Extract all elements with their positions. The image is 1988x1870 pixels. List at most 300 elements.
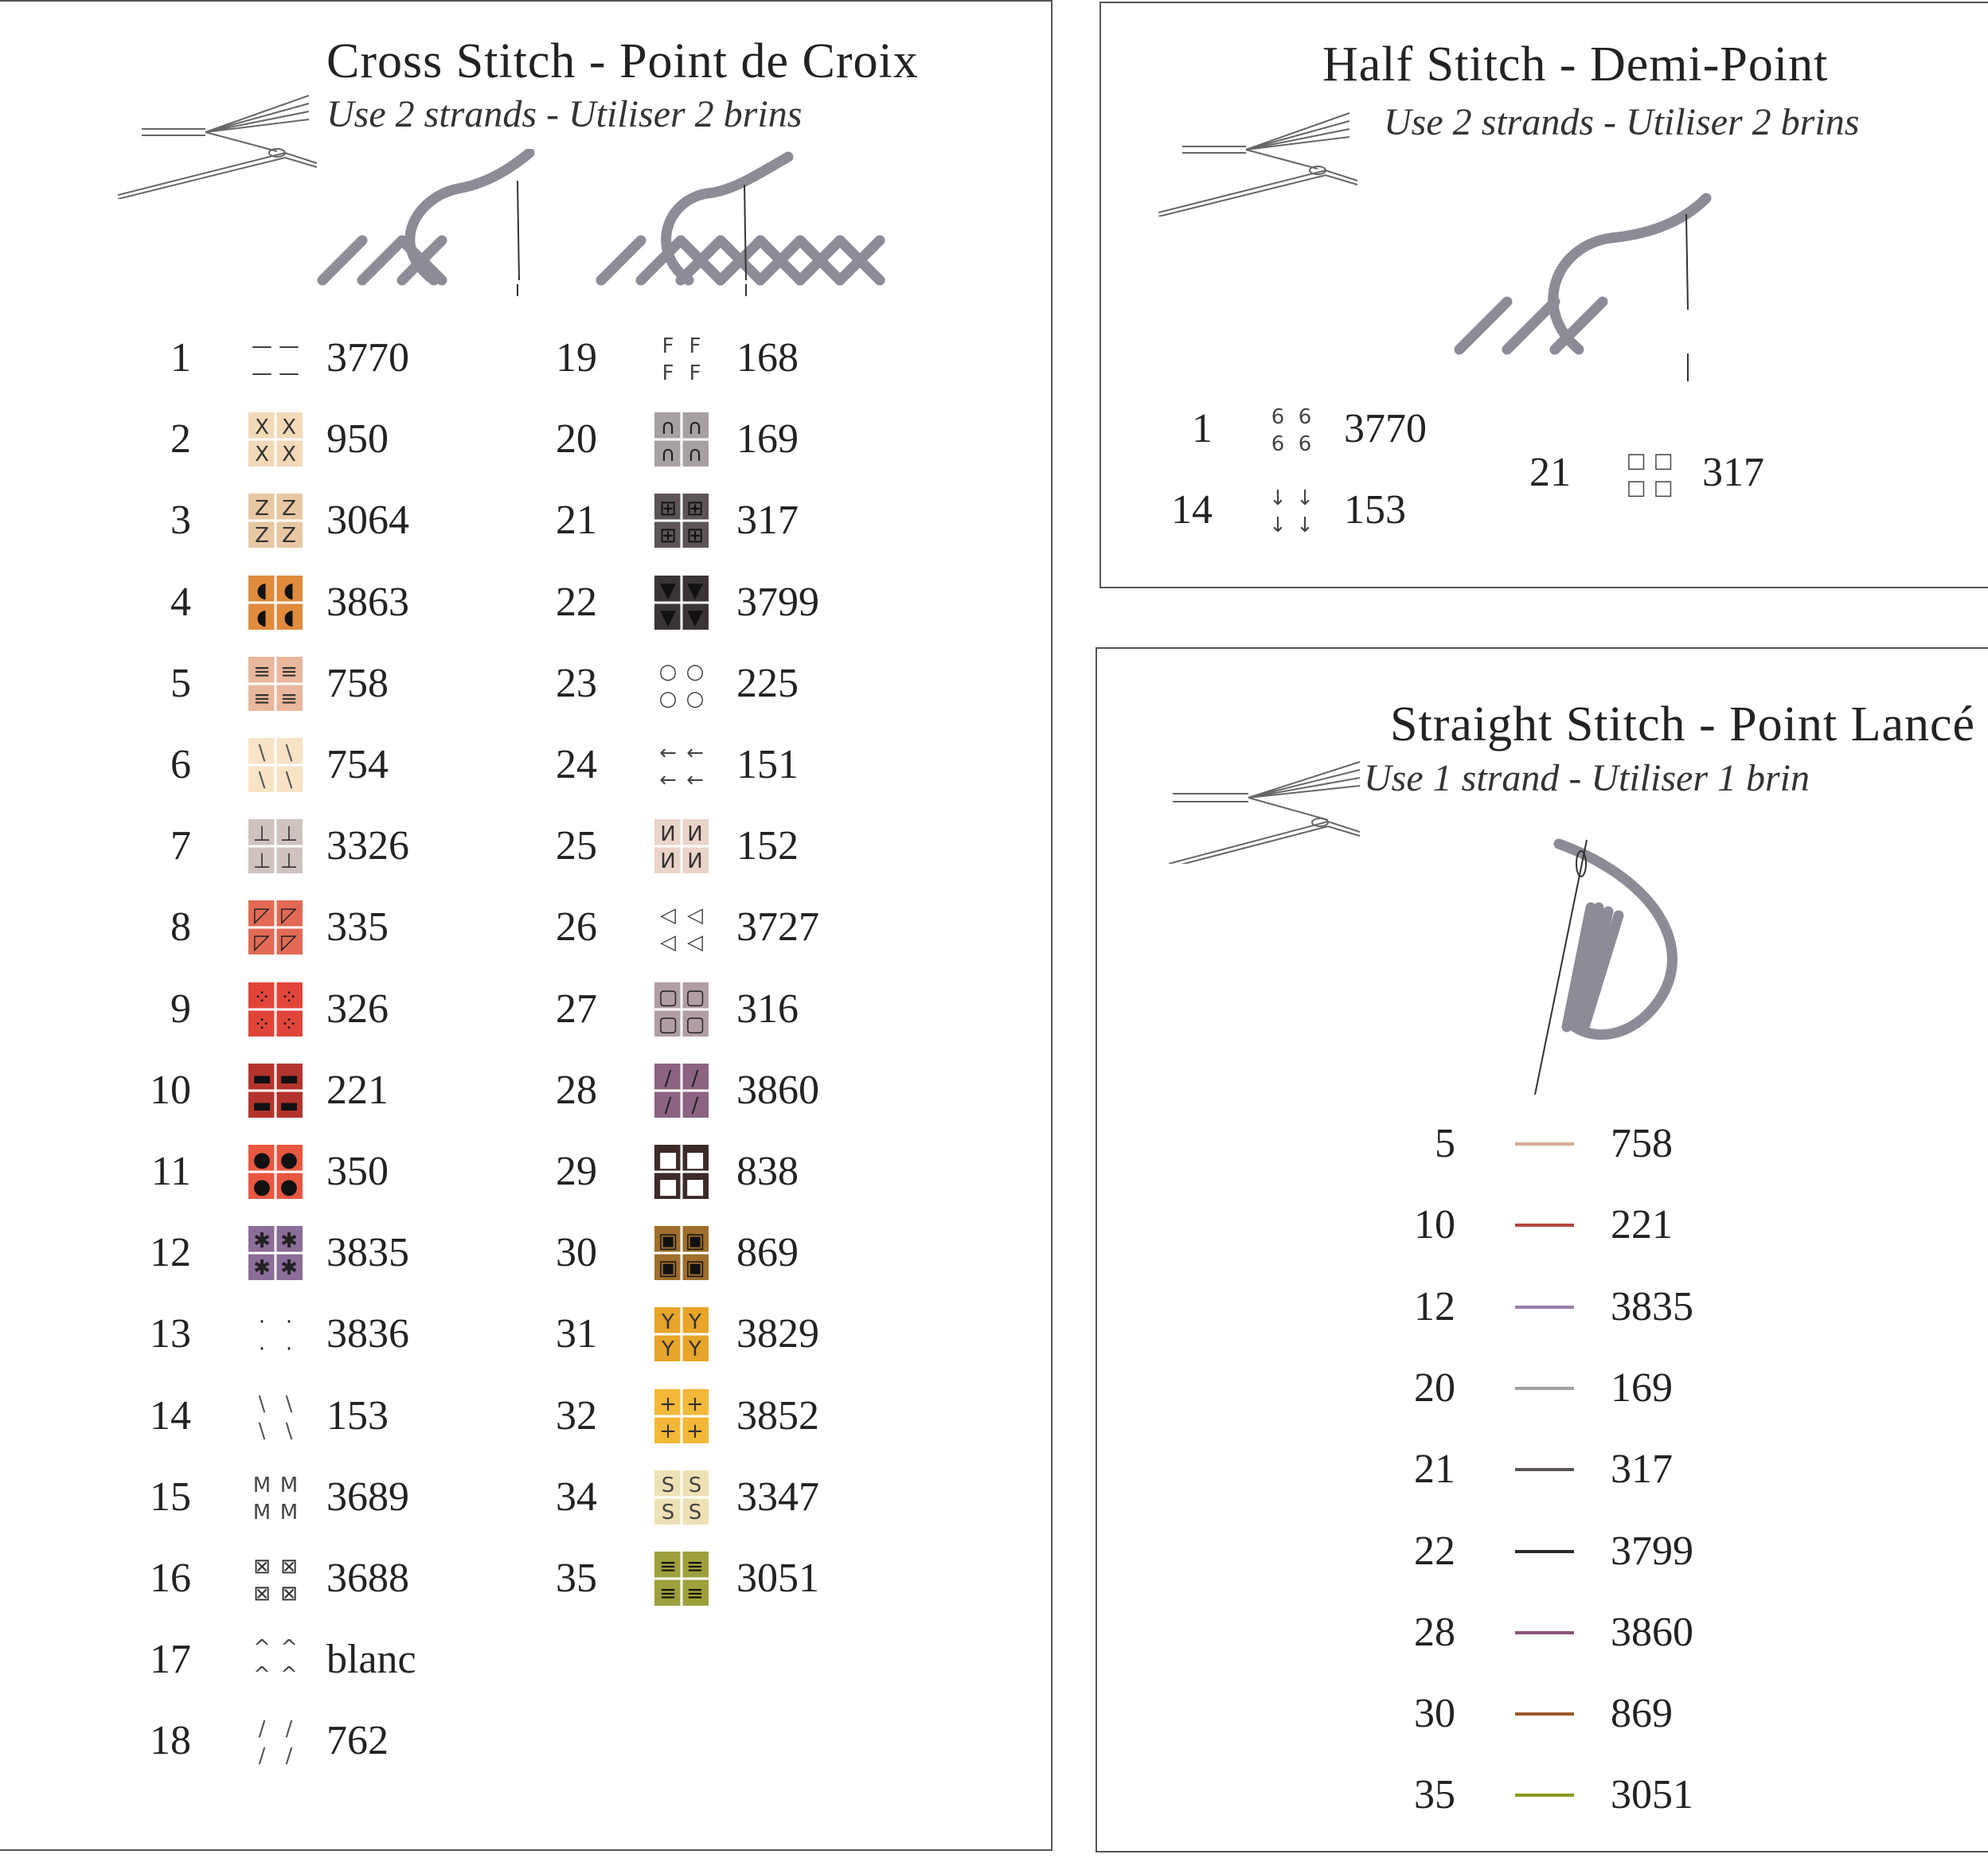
svg-text:▣: ▣ xyxy=(658,1229,678,1254)
legend-row xyxy=(1368,1763,1766,1827)
svg-text:□: □ xyxy=(1626,449,1646,473)
thread-code: 317 xyxy=(736,498,799,544)
svg-text:S: S xyxy=(688,1500,702,1524)
straight-stitch-demo-icon xyxy=(1519,836,1710,1099)
legend-row xyxy=(510,652,987,716)
plus-icon xyxy=(654,1389,709,1443)
symbol-number: 32 xyxy=(556,1392,597,1439)
thread-code: 3829 xyxy=(736,1311,819,1357)
thread-color-line xyxy=(1515,1224,1574,1227)
legend-row xyxy=(510,1466,987,1529)
legend-row xyxy=(1483,441,1818,505)
f-letters-icon xyxy=(654,331,709,385)
svg-text:▢: ▢ xyxy=(685,1012,705,1037)
svg-text:≡: ≡ xyxy=(253,659,271,684)
svg-text:·: · xyxy=(285,1310,293,1335)
carets-icon xyxy=(248,1633,303,1687)
bowtie-icon xyxy=(654,576,709,630)
symbol-number: 20 xyxy=(1414,1364,1455,1411)
symbol-number: 18 xyxy=(150,1718,191,1764)
svg-text:И: И xyxy=(660,822,676,847)
thread-code: 317 xyxy=(1611,1446,1673,1493)
thread-code: 153 xyxy=(1344,487,1406,533)
thread-code: 3852 xyxy=(736,1392,819,1439)
svg-text:■: ■ xyxy=(685,1148,705,1172)
svg-text:◸: ◸ xyxy=(281,904,297,928)
thread-color-line xyxy=(1515,1794,1574,1797)
dash-bars-icon xyxy=(248,331,303,385)
thread-code: 758 xyxy=(1611,1121,1673,1166)
symbol-number: 28 xyxy=(556,1067,597,1113)
svg-text:^: ^ xyxy=(253,1636,271,1661)
straight-stitch-subtitle: Use 1 strand - Utiliser 1 brin xyxy=(1364,757,1810,799)
svg-text:⊠: ⊠ xyxy=(280,1555,298,1579)
svg-text:S: S xyxy=(661,1500,675,1524)
legend-row xyxy=(1368,1275,1766,1339)
svg-text:▢: ▢ xyxy=(658,985,678,1009)
legend-row xyxy=(1125,397,1459,461)
svg-text:◁: ◁ xyxy=(660,904,676,928)
asterisk-icon xyxy=(248,1226,303,1280)
svg-text:\: \ xyxy=(258,1419,266,1443)
circles-icon xyxy=(654,657,709,711)
symbol-number: 14 xyxy=(1171,487,1213,533)
thread-code: 3799 xyxy=(736,579,819,625)
svg-text:/: / xyxy=(691,1093,699,1118)
window-grid-outline-icon xyxy=(1623,446,1677,500)
svg-text:◁: ◁ xyxy=(687,904,703,928)
svg-text:○: ○ xyxy=(685,659,705,684)
svg-text:Y: Y xyxy=(689,1310,701,1335)
thread-code: 3688 xyxy=(326,1556,409,1601)
thread-code: 838 xyxy=(736,1149,799,1194)
symbol-number: 30 xyxy=(556,1230,597,1276)
legend-row xyxy=(104,1709,581,1773)
svg-text:⁘: ⁘ xyxy=(253,985,271,1009)
legend-row xyxy=(510,733,987,797)
svg-text:Y: Y xyxy=(689,1337,701,1362)
svg-text:∩: ∩ xyxy=(687,443,703,467)
thread-color-line xyxy=(1515,1387,1574,1390)
legend-row xyxy=(1125,478,1459,542)
thread-code: 221 xyxy=(326,1067,389,1113)
thread-color-line xyxy=(1515,1631,1574,1634)
svg-text:X: X xyxy=(282,443,296,467)
svg-text:●: ● xyxy=(279,1175,299,1199)
cross-stitch-title: Cross Stitch - Point de Croix xyxy=(326,34,919,88)
svg-text:▬: ▬ xyxy=(252,1066,272,1091)
thread-code: 950 xyxy=(326,416,389,463)
symbol-number: 1 xyxy=(170,335,191,381)
svg-text:●: ● xyxy=(252,1175,271,1199)
thread-code: 169 xyxy=(1611,1364,1673,1411)
svg-text:▼: ▼ xyxy=(687,578,703,603)
y-letters-icon xyxy=(654,1307,709,1361)
svg-text:·: · xyxy=(258,1310,266,1335)
z-letters-icon xyxy=(248,494,303,548)
thread-code: 153 xyxy=(326,1392,389,1439)
thread-code: 3064 xyxy=(326,498,409,544)
thread-code: 3863 xyxy=(326,579,409,625)
svg-text:▬: ▬ xyxy=(252,1093,272,1118)
symbol-number: 21 xyxy=(1414,1446,1455,1493)
svg-text:⊥: ⊥ xyxy=(279,849,299,874)
legend-row xyxy=(510,408,987,471)
svg-text:⊥: ⊥ xyxy=(279,822,299,847)
svg-text:●: ● xyxy=(252,1148,271,1172)
svg-text:↓: ↓ xyxy=(1269,486,1287,510)
svg-text:—: — xyxy=(279,361,299,385)
rounded-boxes-icon xyxy=(654,982,709,1037)
svg-text:▢: ▢ xyxy=(658,1012,678,1037)
legend-row xyxy=(510,814,987,878)
svg-text:◸: ◸ xyxy=(281,931,297,955)
svg-text:⊥: ⊥ xyxy=(252,822,271,847)
svg-text:≡: ≡ xyxy=(659,1555,677,1579)
svg-text:□: □ xyxy=(1626,476,1646,500)
symbol-number: 35 xyxy=(556,1556,597,1601)
svg-text:◁: ◁ xyxy=(687,931,703,955)
symbol-number: 1 xyxy=(1192,406,1213,451)
thread-code: 869 xyxy=(1611,1691,1673,1737)
thread-code: 168 xyxy=(736,335,799,381)
svg-text:⊞: ⊞ xyxy=(686,524,704,549)
svg-text:—: — xyxy=(279,334,299,358)
legend-row xyxy=(510,571,987,634)
symbol-number: 12 xyxy=(1414,1283,1455,1329)
svg-text:⊞: ⊞ xyxy=(686,497,704,521)
needle-thread-icon xyxy=(118,88,325,199)
thread-code: 3860 xyxy=(736,1067,819,1113)
svg-text:≡: ≡ xyxy=(280,686,298,711)
svg-text:/: / xyxy=(258,1744,266,1769)
svg-text:▼: ▼ xyxy=(660,605,676,630)
svg-text:^: ^ xyxy=(253,1663,271,1688)
legend-row xyxy=(510,1302,987,1366)
svg-text:⊞: ⊞ xyxy=(659,497,677,521)
svg-text:⁘: ⁘ xyxy=(253,1012,271,1037)
svg-text:M: M xyxy=(279,1500,299,1524)
svg-text:Z: Z xyxy=(255,497,269,521)
legend-row xyxy=(510,896,987,959)
legend-row xyxy=(510,1547,987,1610)
thread-code: 151 xyxy=(736,742,799,787)
symbol-number: 9 xyxy=(170,986,191,1032)
svg-text:\: \ xyxy=(285,1392,293,1416)
thread-code: 225 xyxy=(736,660,799,706)
window-grid-icon xyxy=(654,494,709,548)
svg-text:≡: ≡ xyxy=(253,686,271,711)
half-stitch-panel xyxy=(1099,2,1988,588)
cross-stitch-subtitle: Use 2 strands - Utiliser 2 brins xyxy=(326,93,803,135)
thread-code: 869 xyxy=(736,1230,799,1276)
svg-text:+: + xyxy=(659,1419,677,1443)
symbol-number: 4 xyxy=(170,579,191,625)
svg-text:И: И xyxy=(687,849,703,874)
svg-text:⊠: ⊠ xyxy=(280,1582,298,1606)
svg-text:■: ■ xyxy=(658,1175,678,1199)
svg-text:F: F xyxy=(662,334,674,358)
svg-text:↓: ↓ xyxy=(1269,513,1287,537)
svg-text:⁘: ⁘ xyxy=(280,985,298,1009)
thread-color-line xyxy=(1515,1306,1574,1309)
svg-text:F: F xyxy=(689,334,701,358)
svg-text:\: \ xyxy=(285,741,293,765)
thread-code: 758 xyxy=(326,660,389,706)
thread-code: 317 xyxy=(1702,450,1764,495)
thread-code: 316 xyxy=(736,986,799,1032)
svg-text:\: \ xyxy=(285,1419,293,1443)
thread-code: 221 xyxy=(1611,1202,1673,1248)
svg-text:M: M xyxy=(252,1473,271,1497)
legend-row xyxy=(1368,1682,1766,1746)
symbol-number: 10 xyxy=(150,1067,191,1113)
svg-text:■: ■ xyxy=(658,1148,678,1172)
svg-text:/: / xyxy=(691,1066,699,1091)
thread-color-line xyxy=(1515,1550,1574,1553)
legend-row xyxy=(1368,1112,1766,1176)
svg-text:≡: ≡ xyxy=(686,1582,704,1606)
svg-text:↓: ↓ xyxy=(1296,513,1314,537)
symbol-number: 14 xyxy=(150,1392,191,1439)
symbol-number: 3 xyxy=(170,498,191,544)
svg-text:⊠: ⊠ xyxy=(253,1555,271,1579)
svg-text:○: ○ xyxy=(685,686,705,711)
svg-text:Y: Y xyxy=(662,1310,674,1335)
straight-stitch-panel xyxy=(1096,647,1988,1852)
svg-text:M: M xyxy=(279,1473,299,1497)
thread-color-line xyxy=(1515,1468,1574,1471)
svg-text:^: ^ xyxy=(280,1663,298,1688)
symbol-number: 22 xyxy=(1414,1528,1455,1574)
dot-grid-icon xyxy=(248,982,303,1037)
thread-code: 169 xyxy=(736,416,799,463)
svg-text:○: ○ xyxy=(658,686,678,711)
svg-text:\: \ xyxy=(258,741,266,765)
svg-text:/: / xyxy=(664,1093,672,1118)
symbol-number: 27 xyxy=(556,986,597,1032)
svg-text:И: И xyxy=(687,822,703,847)
down-arrows-icon xyxy=(1264,483,1318,537)
svg-text:M: M xyxy=(252,1500,271,1524)
svg-text:—: — xyxy=(252,361,272,385)
symbol-number: 22 xyxy=(556,579,597,625)
half-stitch-subtitle: Use 2 strands - Utiliser 2 brins xyxy=(1384,101,1860,143)
symbol-number: 5 xyxy=(1435,1121,1455,1166)
n-slash-icon xyxy=(654,819,709,873)
thread-color-line xyxy=(1515,1712,1574,1716)
s-letters-icon xyxy=(654,1470,709,1524)
thread-code: 3689 xyxy=(326,1474,409,1520)
svg-text:✱: ✱ xyxy=(253,1256,271,1281)
svg-text:6: 6 xyxy=(1298,432,1312,456)
symbol-number: 21 xyxy=(1529,450,1571,495)
svg-text:◸: ◸ xyxy=(254,904,270,928)
svg-text:◸: ◸ xyxy=(254,931,270,955)
svg-text:○: ○ xyxy=(658,659,678,684)
legend-row xyxy=(510,1059,987,1122)
symbol-number: 17 xyxy=(150,1637,191,1683)
svg-text:≡: ≡ xyxy=(686,1555,704,1579)
symbol-number: 13 xyxy=(150,1311,191,1357)
left-arrows-icon xyxy=(654,738,709,792)
m-letters-icon xyxy=(248,1470,303,1524)
thread-code: 350 xyxy=(326,1149,389,1194)
symbol-number: 31 xyxy=(556,1311,597,1357)
svg-text:\: \ xyxy=(285,768,293,792)
legend-row xyxy=(510,489,987,552)
svg-text:6: 6 xyxy=(1271,405,1285,429)
svg-text:И: И xyxy=(660,849,676,874)
thread-code: 3727 xyxy=(736,904,819,951)
symbol-number: 25 xyxy=(556,823,597,869)
thread-code: 335 xyxy=(326,904,389,951)
svg-text:X: X xyxy=(255,416,269,440)
svg-text:▢: ▢ xyxy=(685,985,705,1009)
thread-code: 762 xyxy=(326,1718,389,1764)
solid-grid-icon xyxy=(654,1145,709,1199)
needle-thread-icon xyxy=(1169,752,1376,864)
svg-text:X: X xyxy=(255,443,269,467)
symbol-number: 5 xyxy=(170,660,191,706)
thread-color-line xyxy=(1515,1142,1574,1146)
scatter-dots-icon xyxy=(248,1307,303,1361)
svg-text:✱: ✱ xyxy=(280,1229,298,1254)
svg-text:↓: ↓ xyxy=(1296,486,1314,510)
svg-text:F: F xyxy=(689,361,701,385)
svg-text:^: ^ xyxy=(280,1636,298,1661)
svg-text:✱: ✱ xyxy=(253,1229,271,1254)
svg-text:∩: ∩ xyxy=(687,416,703,440)
svg-text:+: + xyxy=(686,1392,704,1416)
thread-code: 3770 xyxy=(1344,406,1427,451)
symbol-number: 11 xyxy=(150,1149,191,1194)
half-stitch-title: Half Stitch - Demi-Point xyxy=(1322,37,1829,92)
svg-text:/: / xyxy=(664,1066,672,1091)
legend-row xyxy=(1368,1193,1766,1257)
thread-code: 326 xyxy=(326,986,389,1032)
svg-text:Z: Z xyxy=(282,524,296,549)
purple-slash-icon xyxy=(654,1064,709,1118)
t-grid-icon xyxy=(248,819,303,873)
svg-text:▬: ▬ xyxy=(279,1066,299,1091)
svg-text:◖: ◖ xyxy=(256,578,268,603)
backslash-icon xyxy=(248,1389,303,1443)
svg-text:\: \ xyxy=(258,768,266,792)
symbol-number: 7 xyxy=(170,823,191,869)
svg-text:◖: ◖ xyxy=(256,605,268,630)
n-letters-icon xyxy=(654,412,709,467)
svg-text:+: + xyxy=(686,1419,704,1443)
svg-text:⊠: ⊠ xyxy=(253,1582,271,1606)
svg-text:·: · xyxy=(285,1337,293,1362)
svg-text:/: / xyxy=(285,1717,293,1742)
diagonal-lines-icon xyxy=(248,738,303,792)
half-stitch-demo-icon xyxy=(1451,190,1770,389)
symbol-number: 28 xyxy=(1414,1609,1455,1655)
svg-text:▣: ▣ xyxy=(685,1229,705,1254)
svg-text:S: S xyxy=(661,1473,675,1497)
triangles-icon xyxy=(248,900,303,955)
thread-code: 3770 xyxy=(326,335,409,381)
symbol-number: 29 xyxy=(556,1149,597,1194)
svg-text:←: ← xyxy=(686,741,704,765)
svg-text:Z: Z xyxy=(255,524,269,549)
symbol-number: 15 xyxy=(150,1474,191,1520)
svg-text:▼: ▼ xyxy=(687,605,703,630)
thread-code: 3326 xyxy=(326,823,409,869)
symbol-number: 19 xyxy=(556,335,597,381)
boxed-x-icon xyxy=(248,1552,303,1606)
needle-thread-icon xyxy=(1158,105,1365,217)
svg-text:F: F xyxy=(662,361,674,385)
svg-text:6: 6 xyxy=(1271,432,1285,456)
svg-text:∩: ∩ xyxy=(660,443,676,467)
svg-text:⊞: ⊞ xyxy=(659,524,677,549)
svg-text:S: S xyxy=(688,1473,702,1497)
symbol-number: 16 xyxy=(150,1556,191,1601)
legend-row xyxy=(1368,1520,1766,1583)
svg-text:■: ■ xyxy=(685,1175,705,1199)
svg-text:□: □ xyxy=(1653,476,1674,500)
bars-grid-icon xyxy=(248,657,303,711)
legend-row xyxy=(510,1221,987,1285)
thread-code: blanc xyxy=(326,1637,416,1683)
squares-icon xyxy=(654,1226,709,1280)
thread-code: 3835 xyxy=(1611,1283,1693,1329)
svg-text:◖: ◖ xyxy=(283,605,295,630)
svg-text:≡: ≡ xyxy=(659,1582,677,1606)
symbol-number: 35 xyxy=(1414,1772,1455,1818)
svg-text:◖: ◖ xyxy=(283,578,295,603)
thread-code: 3836 xyxy=(326,1311,409,1357)
olive-bars-icon xyxy=(654,1552,709,1606)
svg-text:Z: Z xyxy=(282,497,296,521)
svg-text:⊥: ⊥ xyxy=(252,849,271,874)
symbol-number: 26 xyxy=(556,904,597,951)
legend-row xyxy=(1368,1438,1766,1501)
svg-text:←: ← xyxy=(659,768,677,792)
svg-text:▣: ▣ xyxy=(658,1256,678,1281)
legend-row xyxy=(1368,1601,1766,1665)
triangle-left-icon xyxy=(654,900,709,955)
symbol-number: 21 xyxy=(556,498,597,544)
x-letters-icon xyxy=(248,412,303,467)
legend-row xyxy=(510,1384,987,1448)
cross-stitch-demo-icon xyxy=(314,149,904,300)
svg-text:—: — xyxy=(252,334,272,358)
symbol-number: 24 xyxy=(556,742,597,787)
bars-icon xyxy=(248,1064,303,1118)
straight-stitch-title: Straight Stitch - Point Lancé xyxy=(1390,697,1976,752)
symbol-number: 30 xyxy=(1414,1691,1455,1737)
legend-row xyxy=(510,1140,987,1204)
svg-text:·: · xyxy=(258,1337,266,1362)
symbol-number: 6 xyxy=(170,742,191,787)
svg-text:/: / xyxy=(285,1744,293,1769)
svg-text:⁘: ⁘ xyxy=(280,1012,298,1037)
thread-code: 3347 xyxy=(736,1474,819,1520)
svg-text:6: 6 xyxy=(1298,405,1312,429)
svg-text:←: ← xyxy=(659,741,677,765)
thread-code: 152 xyxy=(736,823,799,869)
svg-text:∩: ∩ xyxy=(660,416,676,440)
half-circles-icon xyxy=(248,576,303,630)
symbol-number: 10 xyxy=(1414,1202,1455,1248)
thread-code: 3051 xyxy=(1611,1772,1693,1818)
thread-code: 3799 xyxy=(1611,1528,1693,1574)
dots-icon xyxy=(248,1145,303,1199)
